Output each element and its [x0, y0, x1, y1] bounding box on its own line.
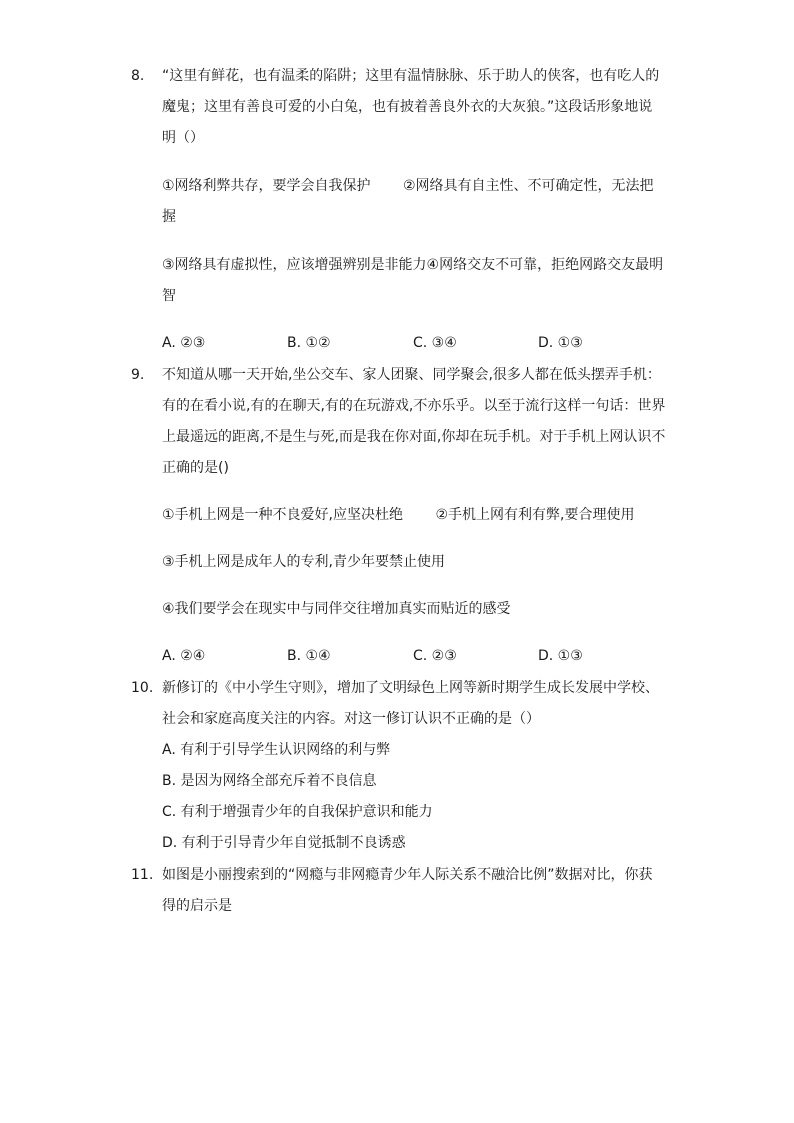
- option-a[interactable]: A. ②④: [162, 648, 206, 664]
- statement-line: ①手机上网是一种不良爱好,应坚决杜绝 ②手机上网有利有弊,要合理使用: [162, 507, 635, 523]
- statement-line: 智: [162, 288, 176, 304]
- question-number: 10.: [131, 680, 154, 696]
- option-b[interactable]: B. ①④: [287, 648, 331, 664]
- statement-line: ③手机上网是成年人的专利,青少年要禁止使用: [162, 554, 445, 570]
- option-b[interactable]: B. 是因为网络全部充斥着不良信息: [162, 773, 377, 789]
- question-stem-line: 魔鬼；这里有善良可爱的小白兔，也有披着善良外衣的大灰狼。”这段话形象地说: [162, 99, 653, 115]
- option-a[interactable]: A. ②③: [162, 335, 206, 351]
- statement-line: ③网络具有虚拟性，应该增强辨别是非能力④网络交友不可靠，拒绝网路交友最明: [162, 257, 664, 273]
- question-number: 8.: [131, 68, 145, 84]
- question-stem-line: 明（）: [162, 130, 204, 146]
- question-stem-line: 不知道从哪一天开始,坐公交车、家人团聚、同学聚会,很多人都在低头摆弄手机：: [162, 367, 661, 383]
- option-d[interactable]: D. 有利于引导青少年自觉抵制不良诱惑: [162, 835, 406, 851]
- question-stem-line: “这里有鲜花，也有温柔的陷阱；这里有温情脉脉、乐于助人的侠客，也有吃人的: [162, 68, 660, 84]
- question-stem-line: 上最遥远的距离,不是生与死,而是我在你对面,你却在玩手机。对于手机上网认识不: [162, 429, 666, 445]
- question-stem-line: 如图是小丽搜索到的“网瘾与非网瘾青少年人际关系不融洽比例”数据对比，你获: [162, 867, 653, 883]
- question-stem-line: 正确的是(): [162, 460, 229, 476]
- option-c[interactable]: C. 有利于增强青少年的自我保护意识和能力: [162, 804, 433, 820]
- question-stem-line: 得的启示是: [162, 898, 232, 914]
- option-b[interactable]: B. ①②: [287, 335, 331, 351]
- question-stem-line: 有的在看小说,有的在聊天,有的在玩游戏,不亦乐乎。以至于流行这样一句话：世界: [162, 398, 666, 414]
- option-d[interactable]: D. ①③: [538, 648, 583, 664]
- option-c[interactable]: C. ③④: [413, 335, 457, 351]
- option-c[interactable]: C. ②③: [413, 648, 457, 664]
- statement-line: ①网络利弊共存，要学会自我保护 ②网络具有自主性、不可确定性，无法把: [162, 178, 654, 194]
- option-a[interactable]: A. 有利于引导学生认识网络的利与弊: [162, 742, 391, 758]
- question-stem-line: 社会和家庭高度关注的内容。对这一修订认识不正确的是（）: [162, 711, 540, 727]
- option-d[interactable]: D. ①③: [538, 335, 583, 351]
- statement-line: ④我们要学会在现实中与同伴交往增加真实而贴近的感受: [162, 601, 511, 617]
- question-number: 11.: [131, 867, 154, 883]
- question-number: 9.: [131, 367, 145, 383]
- statement-line: 握: [162, 209, 176, 225]
- question-stem-line: 新修订的《中小学生守则》，增加了文明绿色上网等新时期学生成长发展中学校、: [162, 680, 659, 696]
